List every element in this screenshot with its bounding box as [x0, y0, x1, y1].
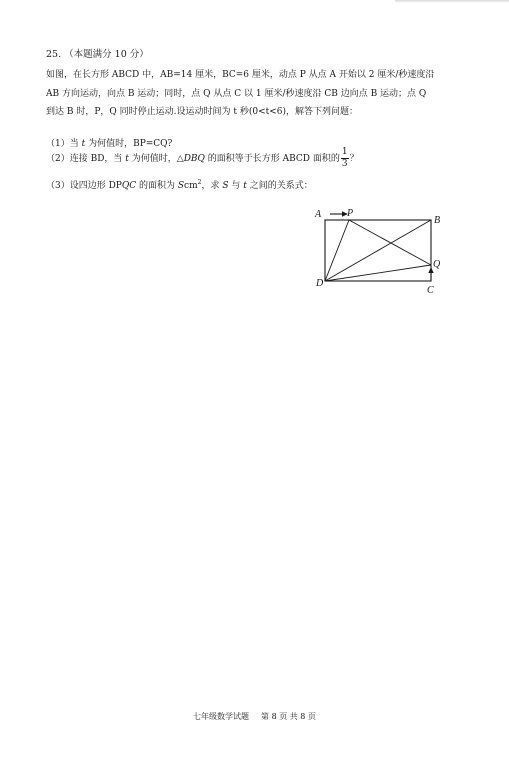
question-header: 25. （本题满分 10 分）: [46, 49, 149, 60]
fraction-denominator: 3: [341, 159, 348, 169]
sub3-prefix: （3）设四边形 DP: [46, 181, 122, 191]
sub2-triangle: DBQ: [183, 154, 205, 164]
sub1-variable: t: [81, 139, 86, 149]
fraction-numerator: 1: [341, 147, 348, 157]
sub3-end: 之间的关系式：: [246, 181, 313, 191]
sub3-superscript: 2: [197, 179, 202, 186]
sub2-after: 的面积等于长方形 ABCD 面积的: [204, 154, 340, 164]
label-p: P: [347, 208, 354, 219]
sub3-middle: 的面积为: [136, 181, 178, 191]
sub2-end: ？: [349, 154, 359, 164]
segment-dp: [325, 220, 349, 281]
label-a: A: [315, 209, 322, 220]
sub3-unit: cm: [184, 181, 198, 191]
segment-db: [325, 220, 431, 281]
footer-page-number: 第 8 页 共 8 页: [261, 712, 316, 721]
sub3-and: 与: [228, 181, 244, 191]
question-line-3: 到达 B 时，P，Q 同时停止运动.设运动时间为 t 秒(0<t<6)，解答下列问题：: [46, 107, 359, 117]
sub2-prefix: （2）连接 BD，当: [46, 154, 126, 164]
segment-dq: [325, 265, 431, 281]
sub2-variable: t: [125, 154, 129, 164]
footer-subject: 七年级数学试题: [193, 712, 250, 721]
rectangle-figure: [312, 204, 442, 300]
geometry-diagram: [312, 204, 442, 296]
fraction: [341, 147, 349, 170]
sub3-quad: QC: [121, 181, 137, 191]
sub1-prefix: （1）当: [46, 139, 82, 149]
page-footer: [0, 711, 509, 722]
sub3-after: ，求: [201, 181, 223, 191]
page-edge-shadow: [395, 0, 509, 3]
label-b: B: [434, 215, 441, 226]
sub2-middle: 为何值时，△: [128, 154, 184, 164]
sub1-suffix: 为何值时，BP=CQ?: [85, 139, 173, 149]
label-c: C: [427, 285, 434, 296]
sub3-area-var: S: [177, 181, 185, 191]
sub3-t: t: [243, 181, 247, 191]
label-d: D: [316, 278, 324, 289]
label-q: Q: [433, 259, 441, 270]
sub-question-3: [46, 178, 313, 191]
question-line-2: AB 方向运动，向点 B 运动；同时，点 Q 从点 C 以 1 厘米/秒速度沿 CB 边向点 B 运动；点 Q: [46, 89, 427, 99]
question-line-1: 如图，在长方形 ABCD 中，AB=14 厘米，BC=6 厘米，动点 P 从点 A 开始以 2 厘米/秒速度沿: [46, 70, 435, 80]
sub-question-2: [46, 147, 359, 170]
sub3-s: S: [222, 181, 229, 191]
